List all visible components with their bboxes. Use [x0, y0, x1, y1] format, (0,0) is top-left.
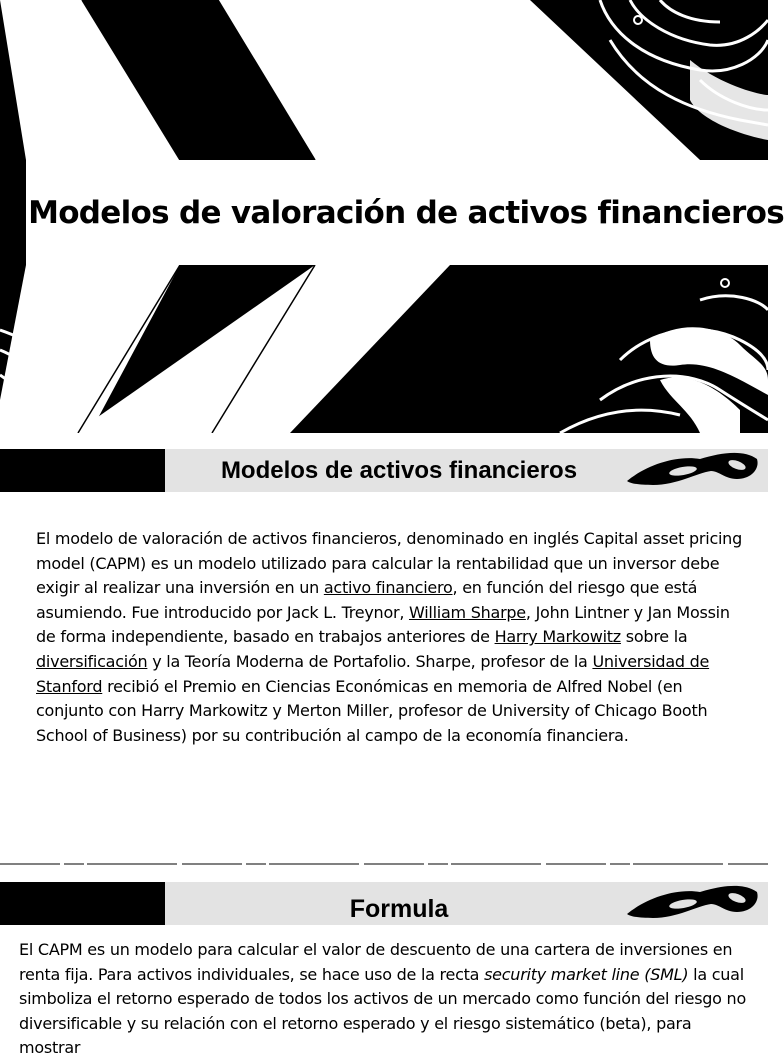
paragraph-text: El CAPM es un modelo para calcular el valor de descuento de una cartera de inversiones en renta fija. Para activos individuales, se hace uso de la recta	[19, 940, 733, 984]
formula-page	[0, 866, 768, 1058]
paragraph-text: El modelo de valoración de activos financieros, denominado en inglés Capital asset pricing model (CAPM) es un modelo utilizado para calcular la rentabilidad que un inversor debe exigir al realizar una inversión en un	[36, 529, 742, 598]
paragraph-text: la cual simboliza el retorno esperado de todos los activos de un mercado como función del riesgo no diversificable y su relación con el retorno esperado y el riesgo sistemático (beta), para mostrar	[19, 964, 746, 1058]
paragraph-text: y la Teoría Moderna de Portafolio. Sharpe, profesor de la	[147, 651, 593, 671]
paragraph-text: , John Lintner y Jan Mossin de forma independiente, basado en trabajos anteriores de	[36, 602, 730, 647]
section-heading: Modelos de activos financieros	[220, 456, 578, 484]
formula-paragraph	[19, 938, 757, 1061]
paragraph-text: , en función del riesgo que está asumiendo. Fue introducido por Jack L. Treynor,	[36, 578, 698, 622]
formula-heading: Formula	[349, 895, 449, 923]
section-page	[0, 433, 768, 865]
cover-title-band	[26, 160, 784, 265]
section-header-bar	[0, 449, 768, 492]
link-harry-markowitz[interactable]: Harry Markowitz	[494, 627, 621, 647]
bandit-mask-icon	[625, 451, 760, 491]
formula-header-bar	[0, 882, 768, 925]
cover-slide	[0, 0, 784, 433]
paragraph-text: recibió el Premio en Ciencias Económicas en memoria de Alfred Nobel (en conjunto con Harry Markowitz y Merton Miller, profesor de University of Chicago Booth School of Business) por su contribución al campo de la economía financiera.	[36, 676, 708, 745]
section-paragraph	[36, 527, 751, 748]
link-universidad-de-stanford[interactable]: Universidad de Stanford	[36, 651, 710, 696]
paragraph-text: sobre la	[620, 627, 688, 647]
cover-title: Modelos de valoración de activos financieros	[28, 194, 784, 231]
bandit-mask-icon	[625, 884, 760, 924]
header-black-block	[0, 449, 165, 492]
header-black-block	[0, 882, 165, 925]
link-activo-financiero[interactable]: activo financiero	[323, 578, 453, 598]
link-diversificacion[interactable]: diversificación	[36, 651, 148, 671]
sml-term: security market line (SML)	[484, 964, 689, 984]
link-william-sharpe[interactable]: William Sharpe	[408, 602, 526, 622]
